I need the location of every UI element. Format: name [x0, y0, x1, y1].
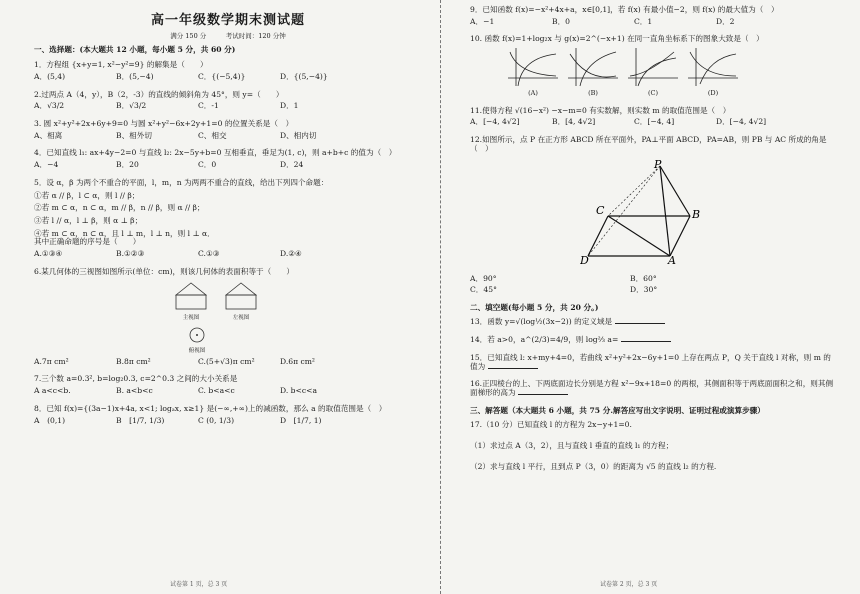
option-a: A、相离: [34, 130, 63, 140]
option-b: B．[4, 4√2]: [552, 117, 596, 127]
question-11-options: [470, 118, 838, 127]
option-d: D.②④: [280, 249, 302, 259]
question-8-options: [34, 417, 422, 426]
option-b: B．(5,−4): [116, 71, 154, 81]
question-2-options: [34, 102, 422, 111]
front-view-drawing: [174, 281, 208, 311]
option-a: A.①③④: [34, 249, 63, 259]
page-2: [470, 6, 838, 481]
question-5-tail: 其中正确命题的序号是（ ）: [34, 237, 141, 247]
option-b: B．√3/2: [116, 101, 147, 111]
option-c: C.①③: [198, 249, 220, 259]
option-a: A (0,1): [34, 415, 66, 425]
option-d: D.6π cm²: [280, 356, 315, 366]
question-7-options: [34, 387, 422, 396]
option-d: D．[−4, 4√2]: [716, 117, 767, 127]
option-b: B. a<b<c: [116, 386, 153, 396]
question-16-text: 16.正四棱台的上、下两底面边长分别是方程 x²−9x+18=0 的两根，其侧面积等于两底面面积之和，则其侧面梯形的高为: [470, 379, 834, 397]
exam-meta: 满分 150 分 考试时间：120 分钟: [170, 31, 286, 40]
top-view: [188, 326, 422, 355]
option-c: C．45°: [470, 284, 497, 294]
side-view-label: 左视图: [232, 315, 250, 322]
question-12: [470, 136, 838, 295]
page-fold-line: [440, 0, 442, 594]
question-9-text: 9．已知函数 f(x)=−x²+4x+a，x∈[0,1]，若 f(x) 有最小值−2，则 f(x) 的最大值为（ ）: [470, 5, 779, 14]
point-d: D: [580, 253, 589, 264]
front-view-label: 主视图: [182, 315, 200, 322]
question-5-options: [34, 250, 422, 259]
pyramid-figure: [580, 160, 720, 264]
question-2-text: 2.过两点 A（4，y），B（2，-3）的直线的倾斜角为 45°，则 y=（ ）: [34, 89, 284, 99]
page-1: [34, 6, 422, 434]
option-d: D．24: [280, 160, 304, 170]
point-b: B: [692, 207, 701, 221]
option-a: A．(5,4): [34, 71, 66, 81]
option-d: D．30°: [630, 284, 658, 294]
top-view-drawing: [188, 326, 206, 344]
section-1-heading: 一、选择题：(本大题共 12 小题，每小题 5 分，共 60 分): [34, 45, 236, 55]
proposition-2: ②若 m ⊂ α，n ⊂ α，m // β，n // β，则 α // β；: [34, 203, 205, 213]
question-2: [34, 91, 422, 111]
question-12-options: [470, 275, 838, 294]
question-3-options: [34, 132, 422, 141]
answer-blank[interactable]: [518, 394, 568, 395]
option-b: B.8π cm²: [116, 356, 151, 366]
option-a: A.7π cm²: [34, 356, 69, 366]
option-d: D．1: [280, 101, 299, 111]
graph-d: [688, 48, 738, 88]
question-13: [470, 318, 838, 327]
question-4-options: [34, 161, 422, 170]
option-b: B [1/7, 1/3): [116, 415, 165, 425]
option-d: D [1/7, 1): [280, 415, 322, 425]
option-c: C (0, 1/3): [198, 415, 235, 425]
question-8-text: 8．已知 f(x)={(3a−1)x+4a, x<1; logₐx, x≥1} 是(−∞,+∞)上的减函数，那么 a 的取值范围是（ ）: [34, 403, 387, 413]
option-c: C．[−4, 4]: [634, 117, 675, 127]
question-15-text: 15．已知直线 l: x+my+4=0，若曲线 x²+y²+2x−6y+1=0 上存在两点 P，Q 关于直线 l 对称，则 m 的值为: [470, 352, 831, 371]
section-2-heading: 二、填空题(每小题 5 分，共 20 分。): [470, 302, 599, 312]
question-6: [34, 268, 422, 367]
question-7-text: 7.三个数 a=0.3², b=log₂0.3, c=2^0.3 之间的大小关系是: [34, 374, 238, 384]
question-10-graphs: [508, 48, 838, 88]
question-10: [470, 35, 838, 97]
question-1-options: [34, 73, 422, 82]
front-view: [174, 281, 208, 322]
proposition-3: ③若 l // α，l ⊥ β，则 α ⊥ β；: [34, 216, 143, 226]
proposition-4: ④若 m ⊂ α，n ⊂ α，且 l ⊥ m，l ⊥ n，则 l ⊥ α．: [34, 228, 215, 238]
option-a: A a<c<b.: [34, 386, 71, 396]
question-14-text: 14．若 a>0，a^(2/3)=4/9，则 log⅔ a=: [470, 335, 619, 345]
question-6-text: 6.某几何体的三视图如图所示(单位：cm)，则该几何体的表面积等于（ ）: [34, 266, 295, 276]
question-17-text: 17.（10 分）已知直线 l 的方程为 2x−y+1=0.: [470, 420, 632, 430]
exam-title: 高一年级数学期末测试题: [150, 13, 305, 28]
question-6-options: [34, 358, 422, 367]
question-16: [470, 380, 838, 397]
option-c: C．{(−5,4)}: [198, 71, 246, 81]
question-7: [34, 375, 422, 395]
option-a: A．[−4, 4√2]: [470, 117, 520, 127]
question-11: [470, 107, 838, 127]
question-3-text: 3. 圆 x²+y²+2x+6y+9=0 与圆 x²+y²−6x+2y+1=0 的位置关系是（ ）: [34, 119, 294, 128]
option-b: B．0: [552, 16, 571, 26]
point-a: A: [668, 253, 676, 264]
answer-blank[interactable]: [615, 323, 665, 324]
question-4: [34, 149, 422, 169]
question-17-part-2: （2）求与直线 l 平行，且到点 P（3，0）的距离为 √5 的直线 l₂ 的方程.: [470, 461, 717, 471]
option-c: C. b<a<c: [198, 386, 235, 396]
question-3: [34, 120, 422, 140]
side-view-drawing: [224, 281, 258, 311]
option-a: A．−4: [34, 160, 59, 170]
question-12-text: 12.如图所示，点 P 在正方形 ABCD 所在平面外，PA⊥平面 ABCD，PA=AB，则 PB 与 AC 所成的角是（ ）: [470, 135, 827, 153]
three-view-figure: [174, 281, 422, 322]
question-5-text: 5．设 α，β 为两个不重合的平面，l，m，n 为两两不重合的直线，给出下列四个命题：: [34, 177, 329, 187]
option-c: C．0: [198, 160, 217, 170]
question-8: [34, 405, 422, 425]
option-a: A．−1: [470, 16, 495, 26]
point-c: C: [596, 203, 605, 217]
option-c: C．1: [634, 16, 653, 26]
option-b: B．20: [116, 160, 139, 170]
question-10-labels: [508, 90, 838, 97]
graph-c-label: (C): [647, 89, 659, 98]
graph-a-label: (A): [528, 89, 538, 98]
option-a: A．√3/2: [34, 101, 65, 111]
top-view-label: 俯视图: [188, 348, 206, 355]
option-d: D、相内切: [280, 130, 317, 140]
page-1-footer: 试卷第 1 页，总 3 页: [170, 581, 228, 588]
option-c: C、相交: [198, 130, 227, 140]
question-17-part-1: （1）求过点 A（3，2），且与直线 l 垂直的直线 l₁ 的方程；: [470, 441, 674, 451]
question-10-text: 10. 函数 f(x)=1+log₂x 与 g(x)=2^(−x+1) 在同一直角坐标系下的图象大致是（ ）: [470, 34, 764, 44]
question-13-text: 13．函数 y=√(log½(3x−2)) 的定义域是: [470, 317, 613, 327]
question-9: [470, 6, 838, 26]
question-4-text: 4．已知直线 l₁: ax+4y−2=0 与直线 l₂: 2x−5y+b=0 互相垂直，垂足为(1, c)，则 a+b+c 的值为（ ）: [34, 148, 397, 158]
option-d: D．2: [716, 16, 735, 26]
answer-blank[interactable]: [488, 368, 538, 369]
proposition-1: ①若 α // β，l ⊂ α，则 l // β；: [34, 190, 140, 200]
question-1: [34, 61, 422, 81]
option-b: B、相外切: [116, 130, 152, 140]
point-p: P: [654, 159, 662, 171]
question-17: [470, 421, 838, 471]
question-14: [470, 336, 838, 345]
question-11-text: 11.使得方程 √(16−x²) −x−m=0 有实数解，则实数 m 的取值范围是（ ）: [470, 105, 731, 115]
question-15: [470, 354, 838, 371]
graph-b: [568, 48, 618, 88]
section-3-heading: 三、解答题（本大题共 6 小题，共 75 分.解答应写出文字说明、证明过程或演算步骤）: [470, 405, 765, 415]
graph-c: [628, 48, 678, 88]
option-d: D. b<c<a: [280, 386, 318, 396]
option-b: B.①②③: [116, 249, 145, 259]
graph-d-label: (D): [707, 89, 719, 98]
option-b: B．60°: [630, 274, 657, 284]
graph-a: [508, 48, 558, 88]
page-2-footer: 试卷第 2 页，总 3 页: [600, 581, 658, 588]
side-view: [224, 281, 258, 322]
option-c: C.(5+√3)π cm²: [198, 356, 255, 366]
answer-blank[interactable]: [621, 341, 671, 342]
option-a: A．90°: [470, 274, 497, 284]
question-5: [34, 179, 422, 259]
question-9-options: [470, 18, 838, 27]
option-d: D．{(5,−4)}: [280, 71, 328, 81]
question-1-text: 1．方程组 {x+y=1, x²−y²=9} 的解集是（ ）: [34, 60, 208, 70]
graph-b-label: (B): [588, 89, 598, 98]
option-c: C．-1: [198, 101, 219, 111]
